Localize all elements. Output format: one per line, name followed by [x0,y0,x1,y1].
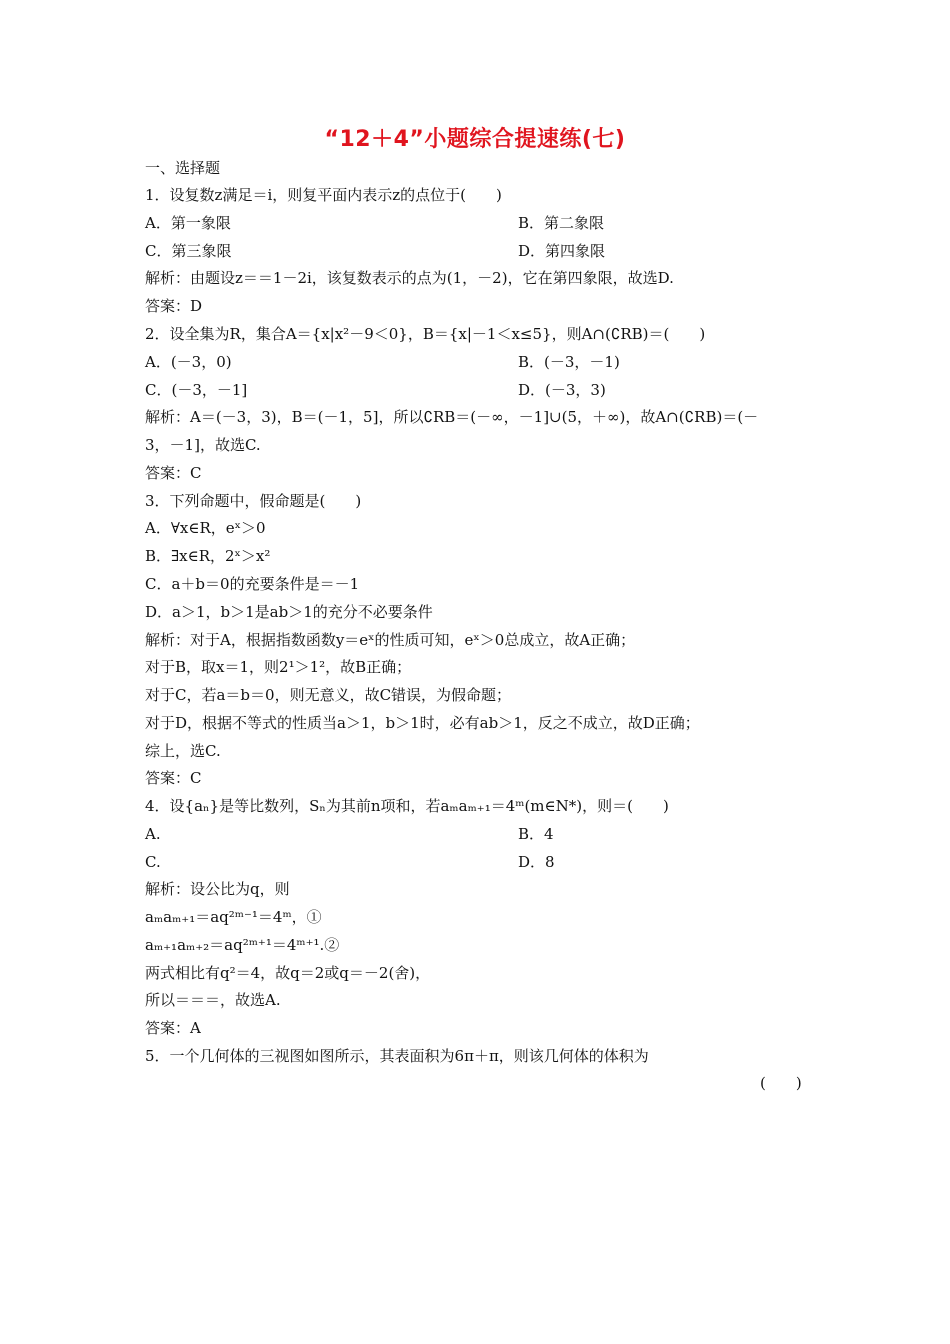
q2-stem: 2．设全集为R，集合A＝{x|x²－9＜0}，B＝{x|－1＜x≤5}，则A∩(∁RB)＝( ) [145,325,706,343]
q3-answer: 答案：C [145,769,202,787]
q5-stem: 5．一个几何体的三视图如图所示，其表面积为6π＋π，则该几何体的体积为 [145,1047,649,1065]
q1-option-a: A．第一象限 [145,214,231,232]
q4-option-b: B．4 [518,825,554,843]
q4-stem: 4．设{aₙ}是等比数列，Sₙ为其前n项和，若aₘaₘ₊₁＝4ᵐ(m∈N*)，则＝( ) [145,797,669,815]
q4-option-d: D．8 [518,853,555,871]
page-title: “12＋4”小题综合提速练(七) [324,127,626,152]
q3-option-c: C．a＋b＝0的充要条件是＝－1 [145,575,360,593]
q5-answer-bracket: ( ) [760,1074,802,1092]
q3-analysis-line1: 解析：对于A，根据指数函数y＝eˣ的性质可知，eˣ＞0总成立，故A正确； [145,631,636,649]
q4-option-c: C. [145,853,161,871]
q3-option-b: B．∃x∈R，2ˣ＞x² [145,547,271,565]
q1-stem: 1．设复数z满足＝i，则复平面内表示z的点位于( ) [145,186,502,204]
q2-option-b: B．(－3，－1) [518,353,620,371]
q2-analysis-line1: 解析：A＝(－3，3)，B＝(－1，5]，所以∁RB＝(－∞，－1]∪(5，＋∞)，故A∩(∁RB)＝(－ [145,408,759,426]
q2-option-c: C．(－3，－1] [145,381,248,399]
q1-analysis: 解析：由题设z＝＝1－2i，该复数表示的点为(1，－2)，它在第四象限，故选D. [145,269,674,287]
q3-option-a: A．∀x∈R，eˣ＞0 [145,519,266,537]
q2-option-a: A．(－3，0) [145,353,232,371]
q4-option-a: A. [145,825,161,843]
q4-analysis-line3: aₘ₊₁aₘ₊₂＝aq²ᵐ⁺¹＝4ᵐ⁺¹.② [145,936,340,954]
q3-analysis-line3: 对于C，若a＝b＝0，则无意义，故C错误，为假命题； [145,686,512,704]
q1-option-c: C．第三象限 [145,242,232,260]
q2-option-d: D．(－3，3) [518,381,606,399]
q4-analysis-line4: 两式相比有q²＝4，故q＝2或q＝－2(舍)， [145,964,431,982]
q3-analysis-line2: 对于B，取x＝1，则2¹＞1²，故B正确； [145,658,412,676]
q4-analysis-line5: 所以＝＝＝，故选A. [145,991,281,1009]
q3-analysis-line5: 综上，选C. [145,742,221,760]
q1-answer: 答案：D [145,297,203,315]
q1-option-d: D．第四象限 [518,242,606,260]
q3-option-d: D．a＞1，b＞1是ab＞1的充分不必要条件 [145,603,433,621]
section-heading: 一、选择题 [145,159,221,177]
q4-analysis-line1: 解析：设公比为q，则 [145,880,290,898]
q3-analysis-line4: 对于D，根据不等式的性质当a＞1，b＞1时，必有ab＞1，反之不成立，故D正确； [145,714,700,732]
q1-option-b: B．第二象限 [518,214,605,232]
q4-analysis-line2: aₘaₘ₊₁＝aq²ᵐ⁻¹＝4ᵐ，① [145,908,322,926]
q2-analysis-line2: 3，－1]，故选C. [145,436,261,454]
q4-answer: 答案：A [145,1019,201,1037]
q2-answer: 答案：C [145,464,202,482]
q3-stem: 3．下列命题中，假命题是( ) [145,492,362,510]
